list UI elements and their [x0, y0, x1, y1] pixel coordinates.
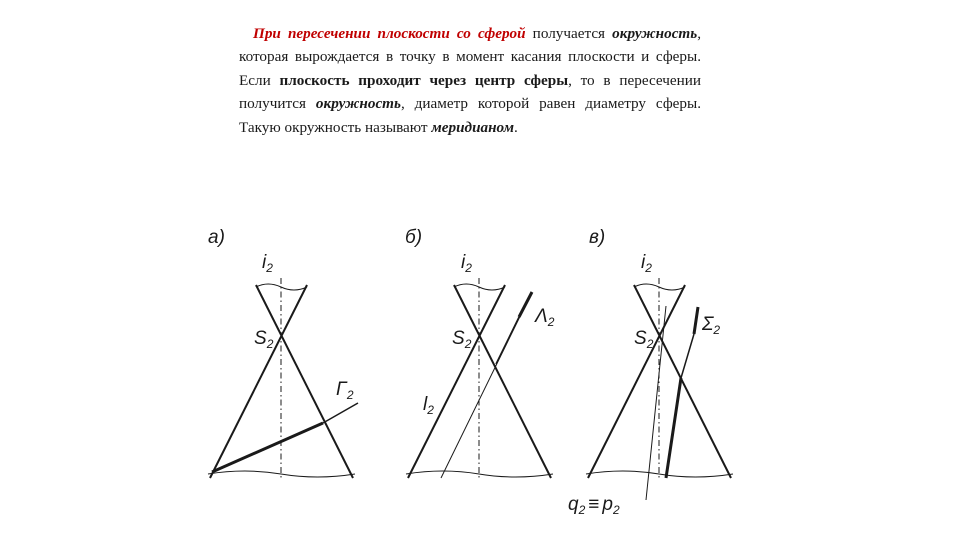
- plane-sigma-line: [666, 378, 681, 478]
- apex-label-s: $S_2$: [452, 328, 472, 351]
- generatrix-line: [408, 285, 505, 478]
- figure-c-caption: в): [589, 227, 606, 248]
- line-label-q-p: $q_2 \equiv p_2$: [568, 494, 620, 517]
- top-break-curve: [256, 284, 307, 290]
- term-circle: окружность: [315, 95, 401, 113]
- plane-label-lambda: $\Lambda_2$: [535, 306, 555, 329]
- text-run: .: [513, 118, 518, 136]
- plane-sigma-line: [694, 307, 698, 334]
- intro-phrase: При пересечении плоскости со сферой: [253, 25, 526, 42]
- text-run: получается: [525, 25, 613, 42]
- figure-a: [208, 227, 358, 478]
- plane-gamma-line: [212, 423, 323, 472]
- plane-sigma-line: [681, 334, 694, 378]
- top-break-curve: [454, 284, 505, 290]
- term-through-center: плоскость проходит через центр сферы: [279, 71, 569, 89]
- axis-label-i: $i_2$: [262, 252, 273, 275]
- generatrix-line: [210, 285, 307, 478]
- term-circle: окружность: [612, 25, 698, 42]
- text-run: , диаметр которой равен диаметру сферы. Такую окружность называют: [239, 95, 702, 136]
- plane-label-sigma: $\Sigma_2$: [702, 314, 721, 337]
- apex-label-s: $S_2$: [634, 328, 654, 351]
- line-q-thin: [646, 306, 666, 500]
- figure-b-caption: б): [405, 227, 423, 248]
- generatrix-line: [634, 285, 731, 478]
- term-meridian: меридианом: [431, 118, 514, 136]
- figure-b: [405, 227, 555, 478]
- top-break-curve: [634, 284, 685, 290]
- axis-label-i: $i_2$: [641, 252, 652, 275]
- apex-label-s: $S_2$: [254, 328, 274, 351]
- axis-label-i: $i_2$: [461, 252, 472, 275]
- text-run: , которая вырождается в точку в момент касания плоскости и сферы. Если: [239, 25, 701, 89]
- figure-a-caption: а): [208, 227, 225, 248]
- plane-gamma-line: [323, 403, 358, 423]
- line-label-l: $l_2$: [423, 394, 434, 417]
- figure-c: [568, 227, 733, 517]
- plane-label-gamma: $\Gamma_2$: [336, 379, 354, 402]
- text-run: , то в пересечении получится: [239, 71, 701, 113]
- plane-lambda-line: [519, 292, 532, 317]
- plane-lambda-line: [496, 317, 519, 364]
